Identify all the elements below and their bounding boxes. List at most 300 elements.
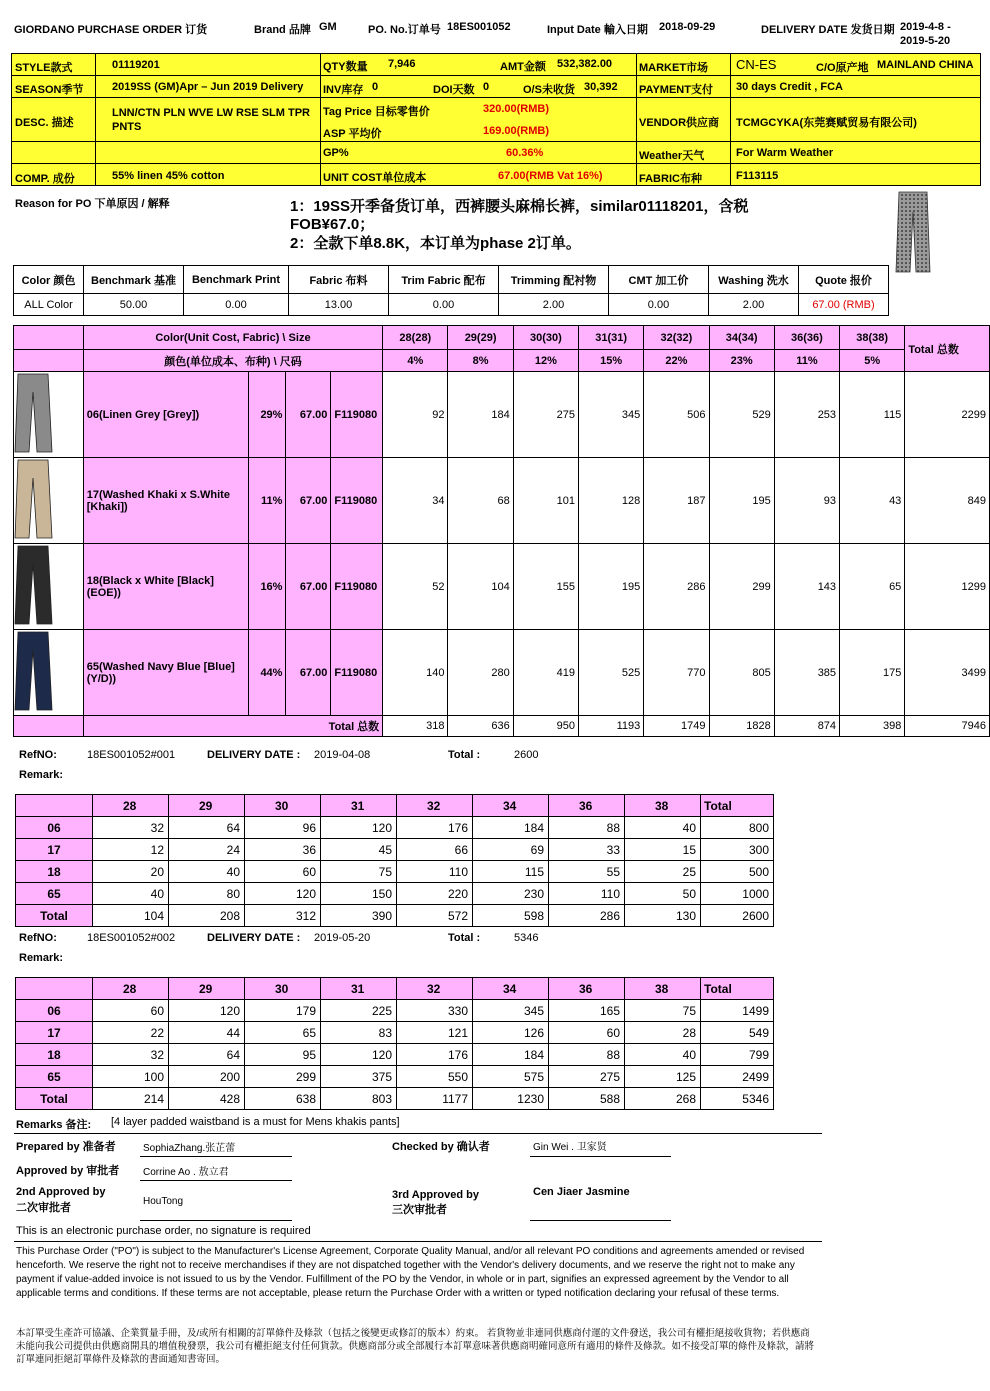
- size-table-row: [16, 1088, 774, 1110]
- size-table-cell: 200: [169, 1066, 245, 1088]
- po-number: 18ES001052: [447, 21, 511, 33]
- size-table-cell: 44: [169, 1022, 245, 1044]
- size-table-cell: 799: [701, 1044, 774, 1066]
- size-table-cell: 75: [321, 861, 397, 883]
- size-table-header: 34: [473, 795, 549, 817]
- grid-qty-cell: 93: [774, 458, 839, 544]
- size-table-color: 65: [16, 883, 93, 905]
- input-date-label: Input Date 輸入日期: [547, 24, 648, 36]
- grid-color-pct: 11%: [249, 458, 286, 544]
- size-table-corner: [16, 978, 93, 1000]
- size-table-cell: 286: [549, 905, 625, 927]
- size-table-cell: 69: [473, 839, 549, 861]
- grid-qty-cell: 770: [644, 630, 709, 716]
- size-table-row: [16, 1000, 774, 1022]
- size-table-color: Total: [16, 905, 93, 927]
- qty-label: QTY数量: [323, 61, 368, 73]
- size-table-cell: 88: [549, 1044, 625, 1066]
- grid-color-name: 65(Washed Navy Blue [Blue] (Y/D)): [83, 630, 249, 716]
- legal-text-zh: 本訂單受生產許可協議、企業質量手冊，及/或所有相關的訂單條件及條款（包括之後變更或修訂的版本）約束。 若貨物並非連同供應商付運的文件發送，我公司有權拒絕接收貨物；若供應商未能向我公司提供由供應商開具的增值稅發票，我公司有權拒絕支付任何貨款。供應商部分或全部履行本訂單意味著供應商明確同意所有適用的條件及條款。如不接受訂單的條件及條款，請將訂單連同拒絕訂單條件及條款的書面通知書寄回。: [16, 1328, 815, 1365]
- size-table-header: 32: [397, 795, 473, 817]
- grid-qty-cell: 805: [709, 630, 774, 716]
- size-table-cell: 575: [473, 1066, 549, 1088]
- grid-qty-cell: 275: [513, 372, 578, 458]
- grid-qty-cell: 529: [709, 372, 774, 458]
- size-table-header: 29: [169, 795, 245, 817]
- size-table-cell: 115: [473, 861, 549, 883]
- pants-swatch-icon: [14, 544, 80, 626]
- size-table-cell: 184: [473, 1044, 549, 1066]
- prepared-name: SophiaZhang.张芷蕾: [143, 1143, 236, 1154]
- delivery-date-end: 2019-5-20: [900, 35, 951, 47]
- cost-header-cell: Color 颜色: [14, 266, 84, 294]
- season-value: 2019SS (GM)Apr – Jun 2019 Delivery: [112, 81, 304, 93]
- grid-qty-cell: 195: [709, 458, 774, 544]
- size-table-cell: 40: [625, 1044, 701, 1066]
- size-table-row: [16, 883, 774, 905]
- gp-value: 60.36%: [506, 147, 544, 159]
- grid-size-header: 30(30): [513, 326, 578, 350]
- comp-value: 55% linen 45% cotton: [112, 170, 225, 182]
- cost-header-cell: Quote 报价: [799, 266, 889, 294]
- grid-color-row: [14, 372, 990, 458]
- size-table-cell: 28: [625, 1022, 701, 1044]
- size-table-color: 06: [16, 1000, 93, 1022]
- size-table-cell: 32: [93, 1044, 169, 1066]
- size-table-row: [16, 861, 774, 883]
- legal-text-en: This Purchase Order ("PO") is subject to the Manufacturer's License Agreement, Corporate Quality Manual, and/or all relevant PO conditions and agreements amended or revised henceforth. We reserve the right not to receive merchandises if they are not dispatched together with the Vendor's delivery documents, and we reserve the right not to make any payment if value-added invoice is not issued to us by the Vendor. Fulfillment of the PO by the Vendor, in whole or in part, signifies an expressed agreement by the Vendor to all applicable terms and conditions. If these terms are not acceptable, please return the Purchase Order with a written or typed notification declaring your refusal of these terms.: [16, 1246, 805, 1299]
- desc-line-1: LNN/CTN PLN WVE LW RSE SLM TPR: [112, 107, 310, 119]
- approved2-label-en: 2nd Approved by: [16, 1186, 106, 1198]
- size-table-cell: 33: [549, 839, 625, 861]
- cost-header-cell: Benchmark Print: [184, 266, 289, 294]
- grid-size-header: 38(38): [840, 326, 905, 350]
- size-table-cell: 104: [93, 905, 169, 927]
- grid-qty-cell: 104: [448, 544, 513, 630]
- grid-qty-cell: 345: [578, 372, 643, 458]
- approved2-signature-line: [140, 1220, 292, 1221]
- size-table-cell: 550: [397, 1066, 473, 1088]
- grid-qty-cell: 128: [578, 458, 643, 544]
- fabric-value: F113115: [736, 170, 779, 182]
- grid-color-row: [14, 458, 990, 544]
- size-table-cell: 1000: [701, 883, 774, 905]
- size-table-cell: 598: [473, 905, 549, 927]
- grid-qty-cell: 68: [448, 458, 513, 544]
- amt-value: 532,382.00: [557, 58, 613, 70]
- grid-size-ratio: 23%: [709, 350, 774, 372]
- ref1-remark-label: Remark:: [19, 769, 64, 781]
- size-table-cell: 208: [169, 905, 245, 927]
- size-table-cell: 179: [245, 1000, 321, 1022]
- size-table-cell: 126: [473, 1022, 549, 1044]
- pants-swatch-icon: [14, 630, 80, 712]
- size-table-cell: 500: [701, 861, 774, 883]
- size-table-cell: 1230: [473, 1088, 549, 1110]
- size-table-cell: 345: [473, 1000, 549, 1022]
- size-table-cell: 110: [549, 883, 625, 905]
- color-swatch-cell: [14, 544, 84, 630]
- prepared-label: Prepared by 准备者: [16, 1141, 116, 1153]
- grid-sum-cell: 1828: [709, 716, 774, 737]
- ref1-total-label: Total :: [448, 749, 481, 761]
- delivery-date-label: DELIVERY DATE 发货日期: [761, 24, 895, 36]
- grid-color-cost: 67.00: [286, 630, 331, 716]
- grid-qty-cell: 506: [644, 372, 709, 458]
- remarks-divider: [14, 1133, 822, 1134]
- size-table-cell: 22: [93, 1022, 169, 1044]
- size-table-cell: 176: [397, 817, 473, 839]
- grid-color-fabric: F119080: [331, 630, 383, 716]
- size-table-cell: 230: [473, 883, 549, 905]
- size-table-cell: 100: [93, 1066, 169, 1088]
- size-table-cell: 803: [321, 1088, 397, 1110]
- grid-size-header: 29(29): [448, 326, 513, 350]
- cost-value-cell: 0.00: [609, 294, 709, 316]
- style-label: STYLE款式: [15, 62, 73, 74]
- checked-label: Checked by 确认者: [392, 1141, 490, 1153]
- vendor-value: TCMGCYKA(东莞赛赋贸易有限公司): [736, 117, 917, 129]
- style-value: 01119201: [112, 59, 160, 71]
- size-table-header: Total: [701, 795, 774, 817]
- grid-qty-cell: 253: [774, 372, 839, 458]
- grid-color-row: [14, 544, 990, 630]
- grid-header-color-size-zh: 颜色(单位成本、布种) \ 尺码: [83, 350, 382, 372]
- size-table-cell: 1177: [397, 1088, 473, 1110]
- grid-sum-cell: 318: [383, 716, 448, 737]
- grid-sum-cell: 950: [513, 716, 578, 737]
- size-table-row: [16, 1066, 774, 1088]
- size-table-row: [16, 905, 774, 927]
- size-table-cell: 300: [701, 839, 774, 861]
- grid-color-cost: 67.00: [286, 458, 331, 544]
- size-table-cell: 800: [701, 817, 774, 839]
- approved-label: Approved by 审批者: [16, 1165, 120, 1177]
- size-table-header: 28: [93, 978, 169, 1000]
- outstanding-label: O/S未收货: [523, 84, 575, 96]
- approved2-name: HouTong: [143, 1196, 184, 1207]
- approved-signature-line: [140, 1180, 292, 1181]
- outstanding-value: 30,392: [584, 81, 618, 93]
- remarks-label: Remarks 备注:: [16, 1119, 92, 1131]
- size-table-cell: 110: [397, 861, 473, 883]
- cost-header-cell: Trim Fabric 配布: [389, 266, 499, 294]
- grid-grand-total: 7946: [905, 716, 990, 737]
- ref1-size-table: [15, 794, 774, 927]
- doi-label: DOI天数: [433, 84, 475, 96]
- size-table-cell: 66: [397, 839, 473, 861]
- color-swatch-cell: [14, 458, 84, 544]
- approved3-label-en: 3rd Approved by: [392, 1189, 479, 1201]
- size-table-cell: 214: [93, 1088, 169, 1110]
- cost-header-cell: Washing 洗水: [709, 266, 799, 294]
- origin-label: C/O原产地: [816, 62, 869, 74]
- grid-size-header: 36(36): [774, 326, 839, 350]
- po-info-block: [11, 53, 981, 186]
- weather-label: Weather天气: [639, 150, 705, 162]
- approved2-label-zh: 二次审批者: [16, 1202, 71, 1214]
- grid-color-fabric: F119080: [331, 458, 383, 544]
- size-table-cell: 45: [321, 839, 397, 861]
- size-table-cell: 125: [625, 1066, 701, 1088]
- size-table-cell: 220: [397, 883, 473, 905]
- grid-color-name: 06(Linen Grey [Grey]): [83, 372, 249, 458]
- grid-qty-cell: 280: [448, 630, 513, 716]
- size-table-cell: 390: [321, 905, 397, 927]
- size-table-header: 30: [245, 978, 321, 1000]
- grid-qty-cell: 140: [383, 630, 448, 716]
- grid-size-ratio: 4%: [383, 350, 448, 372]
- size-table-cell: 549: [701, 1022, 774, 1044]
- vendor-label: VENDOR供应商: [639, 117, 720, 129]
- grid-qty-cell: 187: [644, 458, 709, 544]
- grid-qty-cell: 115: [840, 372, 905, 458]
- grid-qty-cell: 175: [840, 630, 905, 716]
- size-table-cell: 88: [549, 817, 625, 839]
- grid-color-cost: 67.00: [286, 544, 331, 630]
- grid-color-cost: 67.00: [286, 372, 331, 458]
- size-table-cell: 121: [397, 1022, 473, 1044]
- company-title: GIORDANO PURCHASE ORDER 订货: [14, 24, 208, 36]
- checked-signature-line: [530, 1156, 671, 1157]
- grid-total-corner: [14, 716, 84, 737]
- size-table-cell: 5346: [701, 1088, 774, 1110]
- size-table-cell: 20: [93, 861, 169, 883]
- size-table-cell: 40: [169, 861, 245, 883]
- grid-qty-cell: 419: [513, 630, 578, 716]
- grid-qty-cell: 143: [774, 544, 839, 630]
- grid-total-header: Total 总数: [905, 326, 990, 372]
- reason-line-3: 2：全款下单8.8K，本订单为phase 2订单。: [290, 235, 581, 252]
- product-thumbnail: [893, 190, 933, 275]
- checked-name: Gin Wei . 卫家贤: [533, 1142, 607, 1153]
- size-table-cell: 165: [549, 1000, 625, 1022]
- pants-swatch-icon: [14, 458, 80, 540]
- ref1-total: 2600: [514, 749, 539, 761]
- grid-color-name: 18(Black x White [Black] (EOE)): [83, 544, 249, 630]
- size-table-header: 31: [321, 978, 397, 1000]
- cost-value-cell: 50.00: [84, 294, 184, 316]
- grid-total-label: Total 总数: [83, 716, 382, 737]
- size-table-cell: 120: [245, 883, 321, 905]
- size-table-cell: 572: [397, 905, 473, 927]
- prepared-signature-line: [140, 1156, 292, 1157]
- size-table-cell: 638: [245, 1088, 321, 1110]
- payment-value: 30 days Credit , FCA: [736, 81, 843, 93]
- cost-breakdown-table: [13, 265, 889, 316]
- ref1-number: 18ES001052#001: [87, 749, 176, 761]
- remarks-text: [4 layer padded waistband is a must for Mens khakis pants]: [111, 1116, 400, 1128]
- grid-header-color-size: Color(Unit Cost, Fabric) \ Size: [83, 326, 382, 350]
- tag-price-label: Tag Price 目标零售价: [323, 106, 430, 118]
- size-table-cell: 64: [169, 817, 245, 839]
- size-table-cell: 40: [93, 883, 169, 905]
- grid-size-ratio: 12%: [513, 350, 578, 372]
- cost-header-cell: CMT 加工价: [609, 266, 709, 294]
- grid-color-fabric: F119080: [331, 544, 383, 630]
- size-table-cell: 40: [625, 817, 701, 839]
- grid-corner: [14, 326, 84, 350]
- ref2-number: 18ES001052#002: [87, 932, 176, 944]
- market-value: CN-ES: [736, 57, 777, 72]
- brand-value: GM: [319, 21, 337, 33]
- weather-value: For Warm Weather: [736, 147, 834, 159]
- size-table-cell: 275: [549, 1066, 625, 1088]
- grid-color-row: [14, 630, 990, 716]
- ref2-delivery-label: DELIVERY DATE :: [207, 932, 301, 944]
- origin-value: MAINLAND CHINA: [877, 59, 974, 71]
- size-table-header: 31: [321, 795, 397, 817]
- grid-row-total: 1299: [905, 544, 990, 630]
- cost-header-cell: Fabric 布料: [289, 266, 389, 294]
- grid-color-pct: 16%: [249, 544, 286, 630]
- grid-size-ratio: 22%: [644, 350, 709, 372]
- amt-label: AMT金额: [500, 61, 546, 73]
- grid-size-header: 28(28): [383, 326, 448, 350]
- grid-row-total: 2299: [905, 372, 990, 458]
- desc-line-2: PNTS: [112, 121, 142, 133]
- size-table-header: 36: [549, 795, 625, 817]
- color-swatch-cell: [14, 372, 84, 458]
- size-table-color: 17: [16, 839, 93, 861]
- size-table-cell: 120: [169, 1000, 245, 1022]
- grid-qty-cell: 525: [578, 630, 643, 716]
- ref1-delivery-date: 2019-04-08: [314, 749, 371, 761]
- size-table-cell: 95: [245, 1044, 321, 1066]
- size-table-header: 36: [549, 978, 625, 1000]
- size-table-header: 34: [473, 978, 549, 1000]
- po-label: PO. No.订单号: [368, 24, 441, 36]
- size-table-row: [16, 1044, 774, 1066]
- size-table-cell: 375: [321, 1066, 397, 1088]
- input-date: 2018-09-29: [659, 21, 716, 33]
- grid-size-ratio: 11%: [774, 350, 839, 372]
- ref2-total-label: Total :: [448, 932, 481, 944]
- grid-color-fabric: F119080: [331, 372, 383, 458]
- size-table-cell: 60: [93, 1000, 169, 1022]
- grid-qty-cell: 385: [774, 630, 839, 716]
- inventory-value: 0: [372, 81, 379, 93]
- approved3-signature-line: [530, 1220, 671, 1221]
- grid-total-row: [14, 716, 990, 737]
- reason-line-2: FOB¥67.0；: [290, 216, 375, 233]
- cost-value-cell: 2.00: [499, 294, 609, 316]
- grid-size-header: 32(32): [644, 326, 709, 350]
- size-table-color: Total: [16, 1088, 93, 1110]
- grid-sum-cell: 398: [840, 716, 905, 737]
- size-table-color: 18: [16, 1044, 93, 1066]
- size-table-header: 32: [397, 978, 473, 1000]
- ref2-label: RefNO:: [19, 932, 57, 944]
- color-size-grid: [13, 325, 990, 733]
- size-table-cell: 312: [245, 905, 321, 927]
- size-table-cell: 176: [397, 1044, 473, 1066]
- grid-qty-cell: 92: [383, 372, 448, 458]
- ref1-label: RefNO:: [19, 749, 57, 761]
- reason-label: Reason for PO 下单原因 / 解释: [15, 198, 170, 210]
- size-table-cell: 268: [625, 1088, 701, 1110]
- ref2-total: 5346: [514, 932, 539, 944]
- market-label: MARKET市场: [639, 62, 709, 74]
- payment-label: PAYMENT支付: [639, 84, 713, 96]
- grid-qty-cell: 155: [513, 544, 578, 630]
- inventory-label: INV库存: [323, 84, 364, 96]
- size-table-cell: 83: [321, 1022, 397, 1044]
- size-table-color: 18: [16, 861, 93, 883]
- size-table-cell: 75: [625, 1000, 701, 1022]
- approved-name: Corrine Ao . 敖立君: [143, 1167, 229, 1178]
- grid-color-pct: 29%: [249, 372, 286, 458]
- unit-cost-label: UNIT COST单位成本: [323, 172, 427, 184]
- grid-qty-cell: 299: [709, 544, 774, 630]
- grid-row-total: 849: [905, 458, 990, 544]
- grid-color-pct: 44%: [249, 630, 286, 716]
- reason-line-1: 1：19SS开季备货订单，西裤腰头麻棉长裤，similar01118201，含税: [290, 198, 749, 215]
- size-table-cell: 55: [549, 861, 625, 883]
- tag-price-value: 320.00(RMB): [483, 103, 550, 115]
- cost-value-cell: 0.00: [184, 294, 289, 316]
- grid-sum-cell: 874: [774, 716, 839, 737]
- size-table-cell: 60: [245, 861, 321, 883]
- size-table-cell: 330: [397, 1000, 473, 1022]
- size-table-cell: 15: [625, 839, 701, 861]
- size-table-cell: 65: [245, 1022, 321, 1044]
- cost-value-cell: 13.00: [289, 294, 389, 316]
- grid-row-total: 3499: [905, 630, 990, 716]
- electronic-note: This is an electronic purchase order, no signature is required: [16, 1225, 311, 1237]
- size-table-cell: 588: [549, 1088, 625, 1110]
- grid-sum-cell: 1193: [578, 716, 643, 737]
- size-table-cell: 150: [321, 883, 397, 905]
- size-table-cell: 120: [321, 1044, 397, 1066]
- approved3-label-zh: 三次审批者: [392, 1204, 447, 1216]
- grid-color-name: 17(Washed Khaki x S.White [Khaki]): [83, 458, 249, 544]
- size-table-row: [16, 839, 774, 861]
- color-swatch-cell: [14, 630, 84, 716]
- size-table-header: 38: [625, 795, 701, 817]
- size-table-cell: 1499: [701, 1000, 774, 1022]
- grid-size-ratio: 15%: [578, 350, 643, 372]
- size-table-cell: 2600: [701, 905, 774, 927]
- size-table-header: 38: [625, 978, 701, 1000]
- pants-swatch-icon: [14, 372, 80, 454]
- grid-qty-cell: 286: [644, 544, 709, 630]
- size-table-cell: 36: [245, 839, 321, 861]
- size-table-color: 06: [16, 817, 93, 839]
- size-table-row: [16, 1022, 774, 1044]
- asp-label: ASP 平均价: [323, 128, 382, 140]
- grid-qty-cell: 65: [840, 544, 905, 630]
- brand-label: Brand 品牌: [254, 24, 311, 36]
- asp-value: 169.00(RMB): [483, 125, 550, 137]
- size-table-cell: 60: [549, 1022, 625, 1044]
- legal-divider: [14, 1241, 822, 1242]
- cost-value-cell: 0.00: [389, 294, 499, 316]
- season-label: SEASON季节: [15, 84, 84, 96]
- size-table-cell: 130: [625, 905, 701, 927]
- size-table-cell: 299: [245, 1066, 321, 1088]
- cost-header-cell: Benchmark 基准: [84, 266, 184, 294]
- size-table-cell: 12: [93, 839, 169, 861]
- grid-qty-cell: 195: [578, 544, 643, 630]
- grid-size-ratio: 5%: [840, 350, 905, 372]
- cost-value-cell: ALL Color: [14, 294, 84, 316]
- grid-size-header: 31(31): [578, 326, 643, 350]
- size-table-cell: 120: [321, 817, 397, 839]
- grid-size-ratio: 8%: [448, 350, 513, 372]
- size-table-cell: 80: [169, 883, 245, 905]
- grid-size-header: 34(34): [709, 326, 774, 350]
